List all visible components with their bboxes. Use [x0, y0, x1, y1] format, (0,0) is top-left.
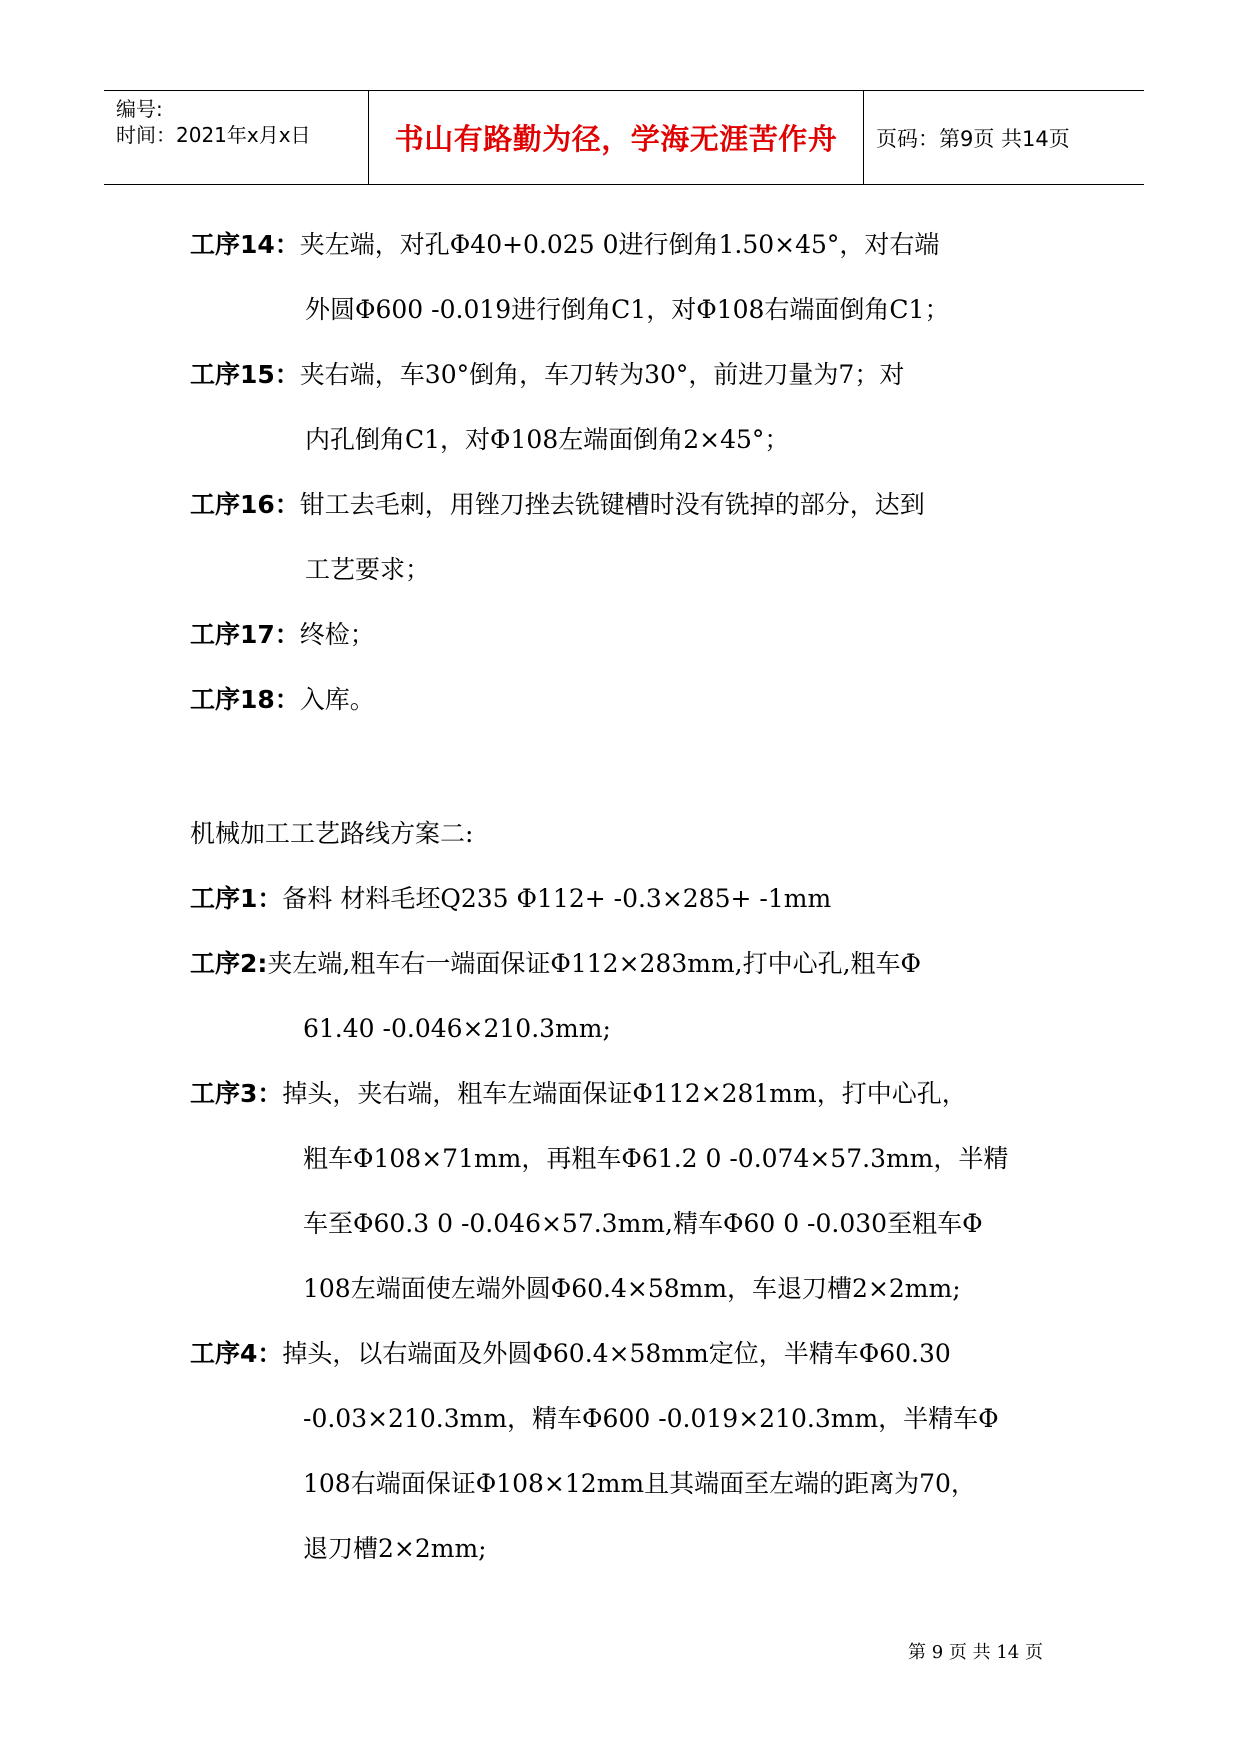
header-motto: 书山有路勤为径，学海无涯苦作舟	[394, 122, 838, 156]
doc-number-label: 编号:	[116, 97, 163, 121]
page-footer: 第 9 页 共 14 页	[908, 1642, 1043, 1663]
step-text-cont: 108左端面使左端外圆Φ60.4×58mm，车退刀槽2×2mm;	[303, 1274, 961, 1303]
step-text-cont: 108右端面保证Φ108×12mm且其端面至左端的距离为70，	[303, 1469, 976, 1498]
step-text: 掉头，夹右端，粗车左端面保证Φ112×281mm，打中心孔，	[282, 1079, 967, 1108]
step-b-3	[190, 1061, 1070, 1321]
header-page-label: 页码：第9页 共14页	[876, 127, 1070, 151]
step-17	[190, 602, 1070, 667]
step-label: 工序14：	[190, 230, 300, 259]
step-text: 掉头，以右端面及外圆Φ60.4×58mm定位，半精车Φ60.30	[282, 1339, 951, 1368]
step-14	[190, 212, 1070, 342]
step-b-2	[190, 931, 1070, 1061]
step-text: 备料 材料毛坯Q235 Φ112+ -0.3×285+ -1mm	[282, 884, 832, 913]
step-b-4	[190, 1321, 1070, 1581]
step-label: 工序15：	[190, 360, 300, 389]
step-text-cont: 粗车Φ108×71mm，再粗车Φ61.2 0 -0.074×57.3mm，半精	[303, 1144, 1009, 1173]
step-text: 入库。	[299, 685, 375, 714]
step-label: 工序16：	[190, 490, 300, 519]
step-label: 工序3：	[190, 1079, 283, 1108]
step-b-1	[190, 866, 1070, 931]
step-label: 工序18：	[190, 685, 300, 714]
step-text-cont: 61.40 -0.046×210.3mm;	[303, 1014, 611, 1043]
step-text-cont: 外圆Φ600 -0.019进行倒角C1，对Φ108右端面倒角C1；	[305, 295, 950, 324]
step-text: 夹左端，对孔Φ40+0.025 0进行倒角1.50×45°，对右端	[299, 230, 940, 259]
step-15	[190, 342, 1070, 472]
step-text-cont: 退刀槽2×2mm;	[303, 1534, 487, 1563]
step-text-cont: 工艺要求；	[305, 555, 431, 584]
step-text: 夹右端，车30°倒角，车刀转为30°，前进刀量为7；对	[299, 360, 905, 389]
step-16	[190, 472, 1070, 602]
step-text: 夹左端,粗车右一端面保证Φ112×283mm,打中心孔,粗车Φ	[267, 949, 922, 978]
step-text-cont: 内孔倒角C1，对Φ108左端面倒角2×45°；	[305, 425, 790, 454]
step-text-cont: -0.03×210.3mm，精车Φ600 -0.019×210.3mm，半精车Φ	[303, 1404, 999, 1433]
step-text: 终检；	[299, 620, 375, 649]
step-text-cont: 车至Φ60.3 0 -0.046×57.3mm,精车Φ60 0 -0.030至粗车Φ	[303, 1209, 983, 1238]
section-title: 机械加工工艺路线方案二:	[190, 819, 474, 848]
step-label: 工序17：	[190, 620, 300, 649]
step-label: 工序2:	[190, 949, 268, 978]
doc-time-label: 时间：2021年x月x日	[116, 123, 311, 147]
step-18	[190, 667, 1070, 732]
step-label: 工序4：	[190, 1339, 283, 1368]
step-label: 工序1：	[190, 884, 283, 913]
step-text: 钳工去毛刺，用锉刀挫去铣键槽时没有铣掉的部分，达到	[299, 490, 925, 519]
